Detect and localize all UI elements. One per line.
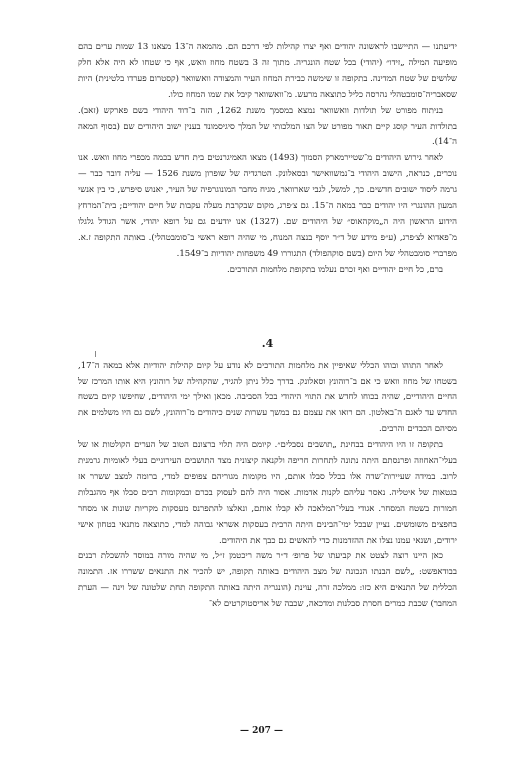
paragraph: כאן היינו רוצה לצטט את קביעתו של פרופ׳ ד״ר משה ריכטמן ז״ל, מי שהיה מורה במוסד להשכלת רבנים בבודאפשט: „לשם הבנתו הנכונה של מצב היהודים באותה תקופה, יש להכיר את התנאים ששררו אז. התמונה הכללית של התנאים היא כזו: ממלכה זרה, עוינת (הונגריה היתה באותה התקופה תחת שלטונה של וינה — הערת המחבר) שכבת כמרים חסרת סבלנות ומדכאה, שכבה של אריסטוקרטים לא־ [78,551,457,610]
paragraph: לאחר התוהו ובוהו הכללי שאיפיין את מלחמות התורכים לא נודע על קיום קהילות יהודיות אלא במאה ה־17, בשטחו של מחוז וואש כי אם ב־רוהונץ וסאלונק. בדרך כלל ניתן להגיד, שהקהילה של רוהונץ היא אותו המרכז של החיים היהודיים, שהיה בכוחו לחדש את התווי היהודי בכל הסביבה. מכאן ואילך ימי היהודים, שחיפשו קיום בשטח החדש עד לאגם ה־באלטון. הם רואו את עצמם גם במשך עשרות שנים כיהודים מ־רוהונץ, לשם גם היו משלמים את מסיהם הכבדים והרבים. [78,360,457,435]
paragraph: לאחר גירוש היהודים מ־שטיירמארק הסמוך (1493) מצאו האמיגרנטים בית חדש בכמה מכפרי מחוז וואש. אנו נוכרים, כנראה, הישוב היהודי ב־נמשוואישר ובסאלונק. הטרגדיה של שופרון משנת 1526 — עליה דובר כבר — גרמה ליסוד ישובים חדשים. כך, למשל, לגבי שארוואר, מגיח מחבר המונוגרפיה של העיר, יאנוש סיפרש, כי בין אנשי המעון ההונגרי היו יהודים כבר במאה ה־15. גם צ׳פרג, מקום שבקרבת מעלה עקבות של חיים יהודיים; בית־המרחץ הידוע הראשון היה ה„מוקהאוס״ של היהודים שם. (1327) אנו יודעים גם על רופא יהודי, אשר הגודל גלגלו מ־פאדוא לצ׳פרג, (ע״פ מידע של ד״ר יוסף בנצה המנוח, מי שהיה רופא ראשי ב־סומבטהלי). באותה התקופה ז.א. מפרברי סומבטהלי של היום (בשם סוקהפולד) התגוררו 49 משפחות יהודיות ב־1549. [78,153,457,259]
page-number: — 207 — [239,726,284,736]
page-body [78,40,457,613]
section-marker: 4. [261,336,274,350]
paragraph: בתקופה זו היו היהודים בבחינת „תושבים נסבלים״. קיומם היה תלוי ברצונם הטוב של הערים הקולטות או של בעלי־האחוזה ופרנסתם היתה נתונה לתחרות חריפה ולקנאה קיצונית מצד התושבים העירוניים בעלי לאומיות גרמנית לרוב. במידה שעיירות־שדה אלו בכלל סבלו אותם, היו מקומות מגוריהם צפופים למדי, ברומה למצב ששרר אז בגטאות של איטליה. נאסר עליהם לקנות אדמות. אסור היה להם לעסוק בכרם ובמקומות רבים סבלו אף מהגבלות חמורות בשטח המסחר. אגודי בעלי־המלאכה לא קבלו אותם, ונאלצו להתפרנס מעסקות מקריות שונות או מסחר בחפצים משומשים. נציין שבכל ימי־הבינים היתה הרבית בעסקות אשראי גבוהה למדי, כתוצאה מתנאי בטחון אישי ירודים, ושנאי עמנו נצלו את ההזדמנות כדי להאשים גם כבך את היהודים. [78,440,457,546]
paragraph: בניתוח מפורט של תולדות וואשוואר נמצא במסמך משנת 1262, הזה ב־דוד היהודי בשם פארקש (זאב). בתולדות העיר קוסג קיים תאור מפורט של הצו המלכותי של המלך סיגיסמונד בענין ישוב היהודים שם (בסוף המאה ה־14). [78,105,457,148]
paragraph: ברם, כל חיים יהודיים ואף זכרם נעלמו בתקופת מלחמות התורכים. [226,264,443,275]
paragraph: ידיעתנו — התיישבו לראשונה יהודים ואף יצרו קהילות לפי דרכם הם. מהמאה ה־13 מצאנו 13 שמות ערים בהם מופיעה המילה „זידו״ (יהודי) בכל שטח הונגריה. מתוך זה 3 בשטח מחוז וואש, אף כי שטחו לא היה אלא חלק שלושים של שטח המדינה. בתקופה זו שימשה כבירת המחוז העיר והמצודה וואשוואר (קסטרום פערדו בלטינית) היות שסאבריה־סומבטהלי נהרסה כליל כתוצאה מרעש. מ־וואשוואר קיבל את שמו המחוז כולו. [78,42,457,100]
margin-mark [95,351,96,357]
